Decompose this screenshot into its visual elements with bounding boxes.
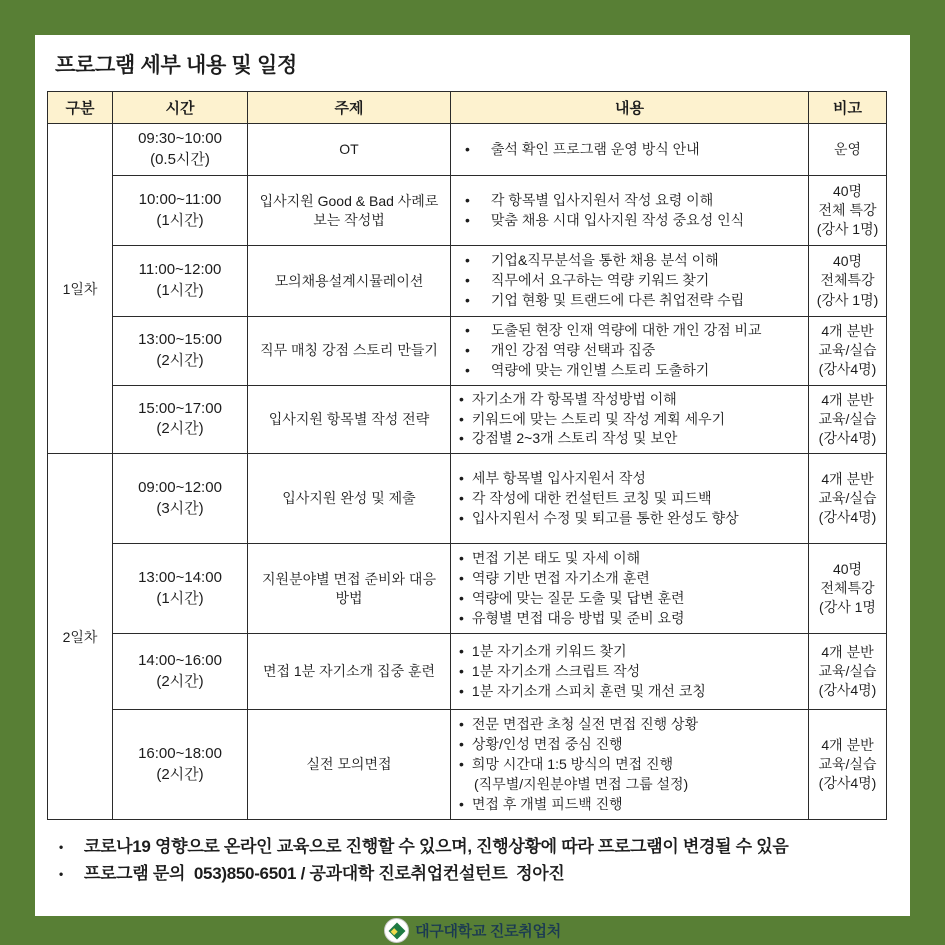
contents-cell — [451, 246, 809, 317]
column-header-2: 주제 — [248, 92, 451, 124]
bullet-icon: • — [465, 140, 470, 157]
content-text: 기업&직무분석을 통한 채용 분석 이해 — [490, 252, 719, 269]
content-item — [457, 662, 802, 682]
contents-cell — [451, 176, 809, 246]
content-text: 기업 현황 및 트랜드에 다른 취업전략 수립 — [490, 291, 745, 308]
time-range: 11:00~12:00 — [138, 261, 222, 279]
time-duration: (1시간) — [156, 282, 204, 299]
bullet-icon: • — [465, 252, 470, 269]
table-row — [48, 246, 887, 317]
content-item — [457, 429, 802, 449]
note-line: (강사4명) — [818, 361, 877, 378]
content-item — [457, 251, 802, 271]
time-duration: (1시간) — [156, 589, 204, 607]
time-duration: (1시간) — [156, 211, 204, 229]
content-item — [457, 390, 802, 410]
column-header-3: 내용 — [451, 92, 809, 124]
note-cell — [809, 246, 887, 317]
header-row — [48, 92, 887, 124]
time-range: 13:00~15:00 — [138, 331, 222, 349]
table-row — [48, 454, 887, 544]
content-item — [457, 191, 802, 211]
note-cell — [809, 710, 887, 820]
bullet-icon: • — [459, 642, 464, 659]
table-row — [48, 710, 887, 820]
footer-logo-text: 대구대학교 진로취업처 — [415, 923, 561, 940]
time-cell — [113, 317, 248, 386]
content-item — [457, 509, 802, 529]
content-text: 전문 면접관 초청 실전 면접 진행 상황 — [471, 716, 699, 733]
content-text: 도출된 현장 인재 역량에 대한 개인 강점 비교 — [490, 322, 762, 338]
content-item — [457, 609, 802, 629]
note-line: 교육/실습 — [818, 663, 877, 680]
content-item — [457, 291, 802, 311]
bullet-icon: • — [459, 509, 464, 526]
note-line: 40명 — [832, 182, 863, 199]
footnote-text: 코로나19 영향으로 온라인 교육으로 진행할 수 있으며, 진행상황에 따라 프로그램이 변경될 수 있음 — [83, 837, 789, 857]
topic-cell: 모의채용설계시뮬레이션 — [248, 246, 451, 317]
topic-cell: 입사지원 완성 및 제출 — [248, 454, 451, 544]
note-line: 교육/실습 — [818, 410, 877, 427]
content-item — [457, 682, 802, 702]
time-range: 13:00~14:00 — [138, 569, 222, 587]
bullet-icon: • — [459, 489, 464, 506]
note-line: 전체특강 — [820, 272, 875, 289]
content-text: 개인 강점 역량 선택과 집중 — [490, 341, 656, 358]
table-row — [48, 317, 887, 386]
note-line: (강사4명) — [818, 509, 877, 526]
content-item — [457, 469, 802, 489]
table-body — [48, 124, 887, 820]
content-text: 각 항목별 입사지원서 작성 요령 이해 — [490, 191, 714, 208]
topic-cell: 지원분야별 면접 준비와 대응 방법 — [248, 544, 451, 634]
bullet-icon: • — [465, 191, 470, 208]
topic-cell: 입사지원 Good & Bad 사례로 보는 작성법 — [248, 176, 451, 246]
content-text: 맞춤 채용 시대 입사지원 작성 중요성 인식 — [490, 211, 745, 228]
content-text: 1분 자기소개 스피치 훈련 및 개선 코칭 — [471, 682, 706, 699]
time-range: 10:00~11:00 — [138, 190, 222, 208]
content-item — [457, 569, 802, 589]
bullet-icon: • — [459, 430, 464, 447]
content-item — [457, 321, 802, 341]
content-text: 세부 항목별 입사지원서 작성 — [471, 469, 646, 486]
note-line: 4개 분반 — [821, 737, 874, 754]
time-cell — [113, 710, 248, 820]
document-sheet — [35, 35, 910, 916]
bullet-icon: • — [465, 341, 470, 358]
time-duration: (0.5시간) — [150, 150, 210, 168]
note-line: (강사 1명 — [819, 599, 876, 616]
contents-cell — [451, 385, 809, 454]
seal-inner-diamond-icon — [390, 927, 397, 934]
time-duration: (2시간) — [156, 765, 204, 783]
bullet-icon: • — [459, 550, 464, 566]
note-line: 40명 — [832, 561, 863, 578]
topic-cell: 입사지원 항목별 작성 전략 — [248, 385, 451, 454]
university-seal-icon — [384, 918, 409, 943]
content-text: 입사지원서 수정 및 퇴고를 통한 완성도 향상 — [471, 509, 739, 526]
note-line: 전체특강 — [820, 580, 875, 597]
bullet-icon: • — [459, 755, 464, 772]
bullet-icon: • — [465, 291, 470, 308]
note-cell — [809, 385, 887, 454]
footnote-text: 프로그램 문의 053)850-6501 / 공과대학 진로취업컨설턴트 정아진 — [83, 864, 565, 884]
time-cell — [113, 634, 248, 710]
schedule-table — [47, 91, 887, 820]
note-line: 4개 분반 — [821, 323, 874, 340]
bullet-icon: • — [459, 589, 464, 606]
time-duration: (2시간) — [156, 672, 204, 690]
bullet-icon: • — [459, 716, 464, 733]
time-range: 15:00~17:00 — [138, 399, 222, 417]
table-row — [48, 176, 887, 246]
note-cell — [809, 634, 887, 710]
time-duration: (2시간) — [156, 420, 204, 438]
content-text: 면접 기본 태도 및 자세 이해 — [471, 550, 641, 566]
footnote-item — [59, 860, 890, 887]
note-cell — [809, 544, 887, 634]
content-text: 상황/인성 면접 중심 진행 — [471, 735, 623, 752]
table-row — [48, 634, 887, 710]
content-item — [457, 642, 802, 662]
note-line: 4개 분반 — [821, 391, 874, 408]
bullet-icon: • — [465, 361, 470, 378]
content-item — [457, 211, 802, 231]
note-line: (강사 1명) — [816, 291, 879, 308]
note-line: 전체 특강 — [818, 201, 877, 218]
bullet-icon: • — [459, 469, 464, 486]
time-cell — [113, 246, 248, 317]
bullet-icon: • — [465, 322, 470, 338]
bullet-icon: • — [459, 390, 464, 407]
column-header-4: 비고 — [809, 92, 887, 124]
bullet-icon: • — [459, 795, 464, 812]
note-line: 교육/실습 — [818, 756, 877, 773]
content-text: 역량에 맞는 질문 도출 및 답변 훈련 — [471, 589, 685, 606]
content-text: 자기소개 각 항목별 작성방법 이해 — [471, 390, 677, 407]
content-item — [457, 549, 802, 569]
contents-cell — [451, 710, 809, 820]
content-item — [457, 271, 802, 291]
time-duration: (3시간) — [156, 499, 204, 517]
content-text: 강점별 2~3개 스토리 작성 및 보안 — [471, 430, 678, 447]
time-range: 09:00~12:00 — [138, 479, 222, 497]
page-title: 프로그램 세부 내용 및 일정 — [55, 54, 297, 77]
content-item — [457, 489, 802, 509]
footnote-item — [59, 833, 890, 860]
day-label-cell: 1일차 — [48, 124, 113, 454]
topic-cell: 면접 1분 자기소개 집중 훈련 — [248, 634, 451, 710]
note-line: (강사 1명) — [816, 221, 879, 238]
table-head — [48, 92, 887, 124]
note-line: 교육/실습 — [818, 490, 877, 507]
content-text: 1분 자기소개 키워드 찾기 — [471, 642, 627, 659]
content-text: 키워드에 맞는 스토리 및 작성 계획 세우기 — [471, 410, 726, 427]
contents-cell — [451, 544, 809, 634]
bullet-icon: • — [465, 211, 470, 228]
topic-cell: OT — [248, 124, 451, 176]
bullet-icon: • — [465, 272, 470, 289]
content-text: 면접 후 개별 피드백 진행 — [471, 795, 623, 812]
content-text: 역량 기반 면접 자기소개 훈련 — [471, 569, 650, 586]
column-header-1: 시간 — [113, 92, 248, 124]
time-cell — [113, 385, 248, 454]
content-item — [457, 735, 802, 755]
content-text: 1분 자기소개 스크립트 작성 — [471, 662, 641, 679]
bullet-icon: • — [459, 662, 464, 679]
topic-cell: 실전 모의면접 — [248, 710, 451, 820]
column-header-0: 구분 — [48, 92, 113, 124]
time-cell — [113, 176, 248, 246]
bullet-icon: • — [459, 609, 464, 626]
bullet-icon: • — [459, 682, 464, 699]
time-range: 09:30~10:00 — [138, 129, 222, 147]
content-item — [457, 795, 802, 815]
contents-cell — [451, 317, 809, 386]
time-cell — [113, 124, 248, 176]
contents-cell — [451, 124, 809, 176]
content-item — [457, 410, 802, 430]
content-item — [457, 715, 802, 735]
time-cell — [113, 454, 248, 544]
bullet-icon: • — [459, 569, 464, 586]
contents-cell — [451, 454, 809, 544]
contents-cell — [451, 634, 809, 710]
note-line: 4개 분반 — [821, 644, 874, 661]
table-row — [48, 544, 887, 634]
note-cell — [809, 317, 887, 386]
content-text: 역량에 맞는 개인별 스토리 도출하기 — [490, 361, 710, 378]
table-row — [48, 385, 887, 454]
seal-diamond-icon — [388, 922, 405, 939]
note-line: 4개 분반 — [821, 471, 874, 488]
footnotes — [59, 833, 890, 887]
note-cell — [809, 124, 887, 176]
content-item — [457, 755, 802, 775]
note-line: 40명 — [832, 253, 863, 270]
bullet-icon: • — [59, 840, 63, 855]
content-item — [457, 589, 802, 609]
note-line: 운영 — [833, 140, 862, 157]
content-text: 각 작성에 대한 컨설턴트 코칭 및 피드백 — [471, 489, 712, 506]
time-range: 14:00~16:00 — [138, 652, 222, 670]
note-cell — [809, 176, 887, 246]
time-cell — [113, 544, 248, 634]
content-text: 직무에서 요구하는 역량 키워드 찾기 — [490, 272, 710, 289]
footer-band — [0, 916, 945, 945]
content-item — [457, 140, 802, 160]
time-duration: (2시간) — [156, 351, 204, 369]
note-line: (강사4명) — [818, 429, 877, 446]
content-item — [457, 361, 802, 381]
time-range: 16:00~18:00 — [138, 745, 222, 763]
note-cell — [809, 454, 887, 544]
bullet-icon: • — [459, 735, 464, 752]
day-label-cell: 2일차 — [48, 454, 113, 820]
topic-cell: 직무 매칭 강점 스토리 만들기 — [248, 317, 451, 386]
content-item — [457, 341, 802, 361]
note-line: (강사4명) — [818, 775, 877, 792]
bullet-icon: • — [59, 867, 63, 882]
bullet-icon: • — [459, 410, 464, 427]
table-row — [48, 124, 887, 176]
content-text: 유형별 면접 대응 방법 및 준비 요령 — [471, 609, 685, 626]
content-text: (직무별/지원분야별 면접 그룹 설정) — [474, 775, 689, 792]
content-text: 출석 확인 프로그램 운영 방식 안내 — [490, 140, 700, 157]
note-line: 교육/실습 — [818, 342, 877, 359]
note-line: (강사4명) — [818, 682, 877, 699]
content-text: 희망 시간대 1:5 방식의 면접 진행 — [471, 755, 674, 772]
content-item — [457, 775, 802, 795]
